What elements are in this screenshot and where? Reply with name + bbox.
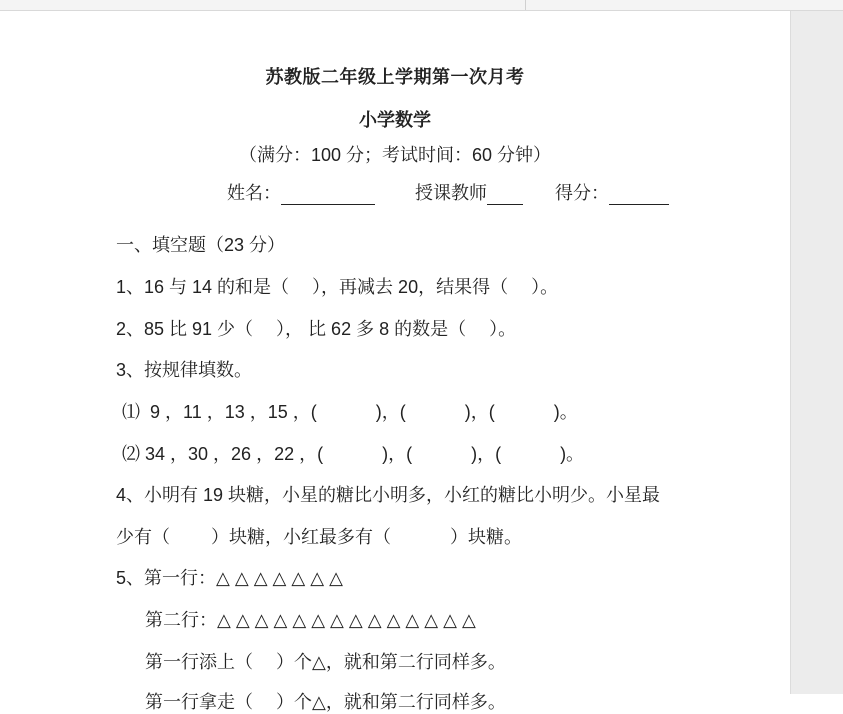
question-5-part-a: 第一行添上（ ）个△，就和第二行同样多。 bbox=[145, 652, 506, 672]
question-5-row-2: 第二行：△ △ △ △ △ △ △ △ △ △ △ △ △ △ bbox=[145, 610, 476, 630]
question-5-row-1: 5、第一行：△ △ △ △ △ △ △ bbox=[116, 568, 343, 588]
exam-title: 苏教版二年级上学期第一次月考 bbox=[265, 67, 525, 87]
question-3-part-1: ⑴ 9 ，11 ，13 ，15 ，( )，( )，( )。 bbox=[122, 402, 578, 422]
document-toolbar-edge bbox=[0, 0, 843, 11]
exam-subtitle: 小学数学 bbox=[359, 110, 431, 130]
question-4-line-1: 4、小明有 19 块糖，小星的糖比小明多，小红的糖比小明少。小星最 bbox=[116, 485, 661, 505]
name-blank bbox=[281, 184, 375, 205]
score-field bbox=[555, 179, 669, 205]
score-blank bbox=[609, 184, 669, 205]
question-1: 1、16 与 14 的和是（ ），再减去 20，结果得（ ）。 bbox=[116, 277, 559, 297]
name-field bbox=[227, 179, 375, 205]
teacher-label: 授课教师 bbox=[415, 183, 487, 203]
question-4-line-2: 少有（ ）块糖，小红最多有（ ）块糖。 bbox=[116, 527, 522, 547]
score-label: 得分： bbox=[555, 183, 609, 203]
score-time-info: （满分：100 分；考试时间：60 分钟） bbox=[238, 145, 552, 165]
question-2: 2、85 比 91 少（ ）， 比 62 多 8 的数是（ ）。 bbox=[116, 319, 517, 339]
teacher-field bbox=[415, 179, 523, 205]
name-label: 姓名： bbox=[227, 183, 281, 203]
question-3: 3、按规律填数。 bbox=[116, 360, 253, 380]
question-3-part-2: ⑵ 34 ，30 ，26 ，22 ，( )，( )，( )。 bbox=[122, 444, 585, 464]
question-5-part-b: 第一行拿走（ ）个△，就和第二行同样多。 bbox=[145, 692, 506, 712]
toolbar-divider bbox=[525, 0, 526, 10]
section-heading: 一、填空题（23 分） bbox=[116, 235, 286, 255]
teacher-blank bbox=[487, 184, 523, 205]
right-side-pane bbox=[790, 11, 843, 694]
